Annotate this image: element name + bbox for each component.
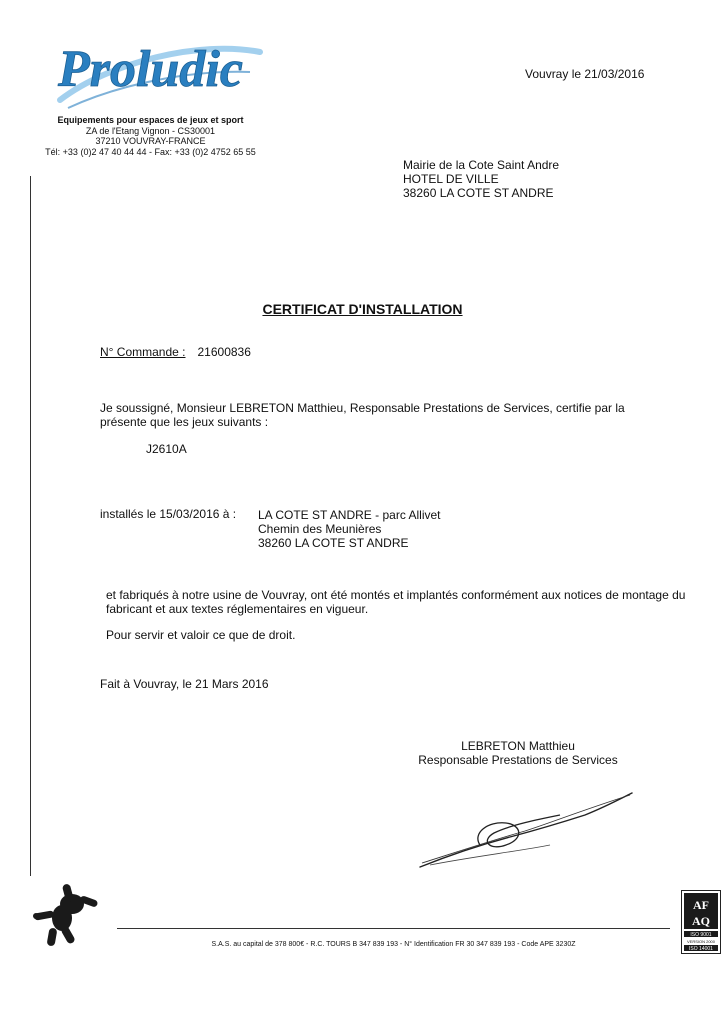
- done-at-line: Fait à Vouvray, le 21 Mars 2016: [100, 677, 269, 691]
- company-tagline: Equipements pour espaces de jeux et sport: [57, 115, 244, 125]
- proludic-logo: [50, 22, 265, 112]
- svg-text:ISO 9001: ISO 9001: [690, 932, 712, 938]
- order-number: 21600836: [197, 345, 251, 359]
- document-title: CERTIFICAT D'INSTALLATION: [262, 301, 463, 317]
- closing-line: Pour servir et valoir ce que de droit.: [106, 628, 296, 642]
- svg-text:ISO 14001: ISO 14001: [689, 946, 713, 952]
- recipient-line2: HOTEL DE VILLE: [403, 172, 499, 186]
- body-paragraph: et fabriqués à notre usine de Vouvray, ont été montés et implantés conformément aux notices de montage du fabricant et aux textes réglementaires en vigueur.: [106, 588, 686, 616]
- company-phone: Tél: +33 (0)2 47 40 44 44 - Fax: +33 (0)2 4752 65 55: [45, 146, 256, 157]
- handwritten-signature: [410, 785, 640, 875]
- afaq-iso-badge: [681, 890, 721, 954]
- recipient-line1: Mairie de la Cote Saint Andre: [403, 158, 560, 172]
- date-line: Vouvray le 21/03/2016: [525, 67, 645, 81]
- install-address-line3: 38260 LA COTE ST ANDRE: [258, 536, 409, 550]
- mascot-figure-icon: [30, 882, 102, 948]
- footer-rule: [117, 928, 670, 929]
- footer-legal-text: S.A.S. au capital de 378 800€ - R.C. TOURS B 347 839 193 - N° Identification FR 30 347 839 193 - Code APE 3230Z: [211, 941, 576, 948]
- left-margin-rule: [30, 176, 31, 876]
- signatory-role: Responsable Prestations de Services: [418, 753, 618, 767]
- installed-label: installés le 15/03/2016 à :: [100, 507, 237, 521]
- order-label: N° Commande :: [100, 345, 186, 359]
- company-address-line1: ZA de l'Etang Vignon - CS30001: [85, 125, 216, 136]
- install-address: [258, 508, 441, 550]
- install-address-line2: Chemin des Meunières: [258, 522, 382, 536]
- signatory-block: [414, 739, 622, 767]
- order-line: [100, 345, 251, 359]
- product-code: J2610A: [146, 442, 187, 456]
- signatory-name: LEBRETON Matthieu: [461, 739, 575, 753]
- svg-text:Proludic: Proludic: [58, 41, 243, 98]
- recipient-block: [403, 158, 559, 200]
- install-address-line1: LA COTE ST ANDRE - parc Allivet: [258, 508, 441, 522]
- company-address-line2: 37210 VOUVRAY-FRANCE: [95, 136, 206, 146]
- svg-text:AF: AF: [693, 898, 709, 912]
- svg-text:VERSION 2000: VERSION 2000: [686, 939, 716, 944]
- company-info: [8, 115, 293, 157]
- recipient-line3: 38260 LA COTE ST ANDRE: [403, 186, 554, 200]
- svg-text:AQ: AQ: [692, 914, 710, 928]
- intro-paragraph: Je soussigné, Monsieur LEBRETON Matthieu, Responsable Prestations de Services, certifie par la présente que les jeux suivants :: [100, 401, 625, 429]
